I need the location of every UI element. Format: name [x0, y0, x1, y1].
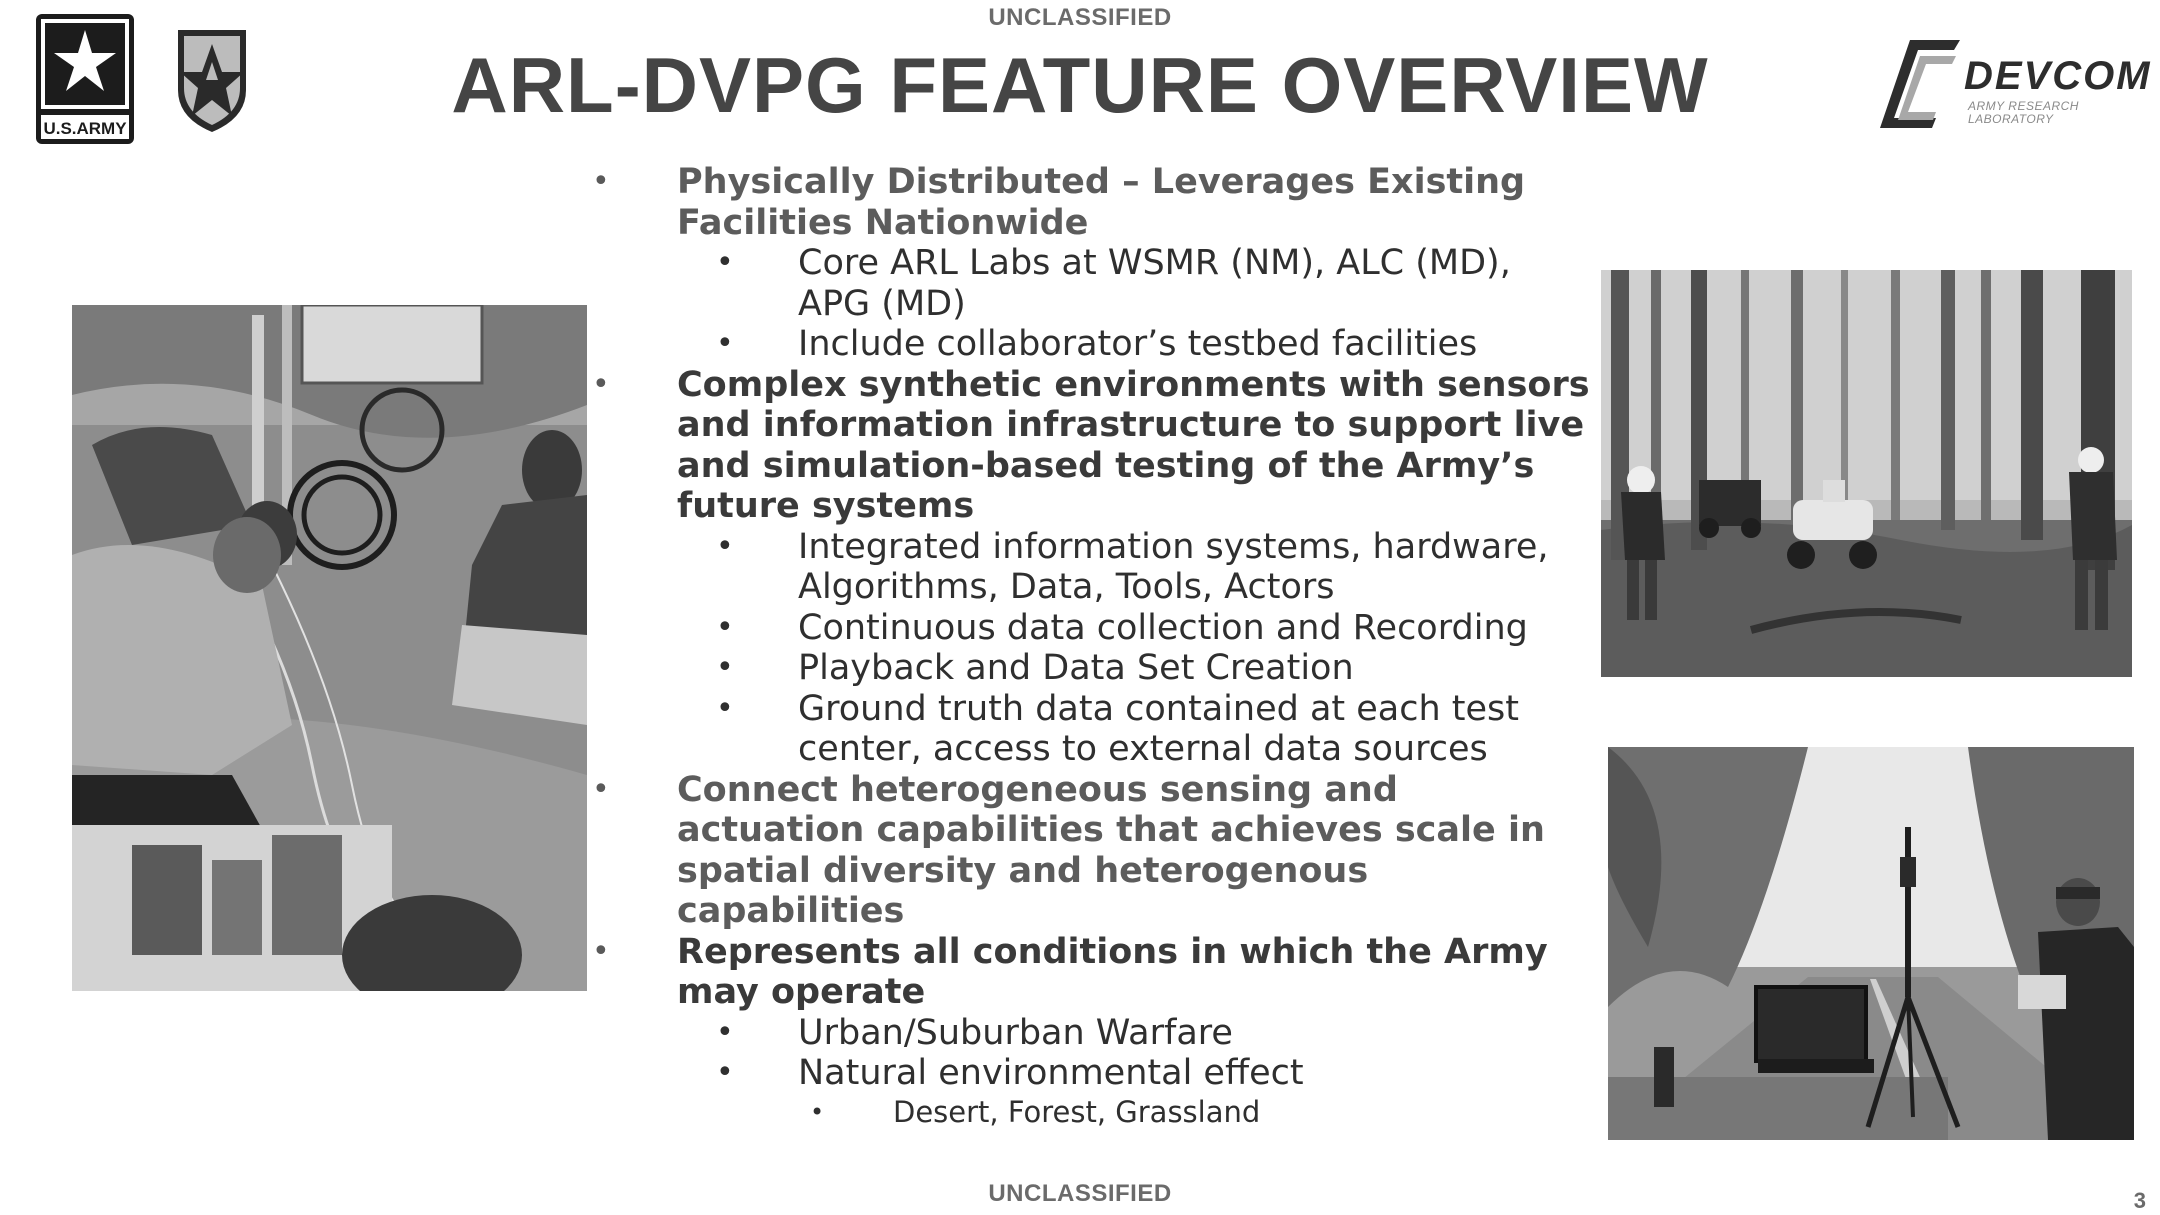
page-title: ARL-DVPG FEATURE OVERVIEW: [451, 41, 1709, 129]
list-item: • Core ARL Labs at WSMR (NM), ALC (MD), APG (MD): [716, 243, 1511, 324]
list-item: • Represents all conditions in which the Army may operate: [592, 931, 1548, 1012]
devcom-name: DEVCOM: [1964, 54, 2152, 98]
list-item: • Natural environmental effect: [716, 1053, 1304, 1093]
list-item: • Ground truth data contained at each test center, access to external data sources: [716, 688, 1519, 769]
list-item: • Physically Distributed – Leverages Existing Facilities Nationwide: [592, 162, 1526, 243]
list-item: • Playback and Data Set Creation: [716, 648, 1354, 688]
devcom-subtitle: ARMY RESEARCH LABORATORY: [1968, 99, 2079, 126]
forest-robot-photo: [1601, 270, 2132, 677]
feature-bullet-list: [592, 162, 1592, 1130]
list-item: • Integrated information systems, hardware, Algorithms, Data, Tools, Actors: [716, 526, 1549, 607]
classification-header: UNCLASSIFIED: [988, 4, 1172, 31]
list-item: • Desert, Forest, Grassland: [810, 1094, 1261, 1129]
road-sensor-photo: [1608, 747, 2134, 1140]
list-item: • Urban/Suburban Warfare: [716, 1012, 1233, 1053]
list-item: • Include collaborator’s testbed facilities: [716, 324, 1478, 364]
list-item: • Complex synthetic environments with sensors and information infrastructure to support live and simulation-based testing of the Army’s future systems: [592, 364, 1590, 526]
list-item: • Continuous data collection and Recording: [716, 607, 1528, 648]
page-number: 3: [2133, 1188, 2146, 1213]
field-crew-photo: [72, 305, 587, 991]
us-army-logo-text: U.S.ARMY: [43, 119, 127, 138]
classification-footer: UNCLASSIFIED: [988, 1180, 1172, 1207]
list-item: • Connect heterogeneous sensing and actuation capabilities that achieves scale in spatial diversity and heterogenous capabilities: [592, 769, 1545, 931]
